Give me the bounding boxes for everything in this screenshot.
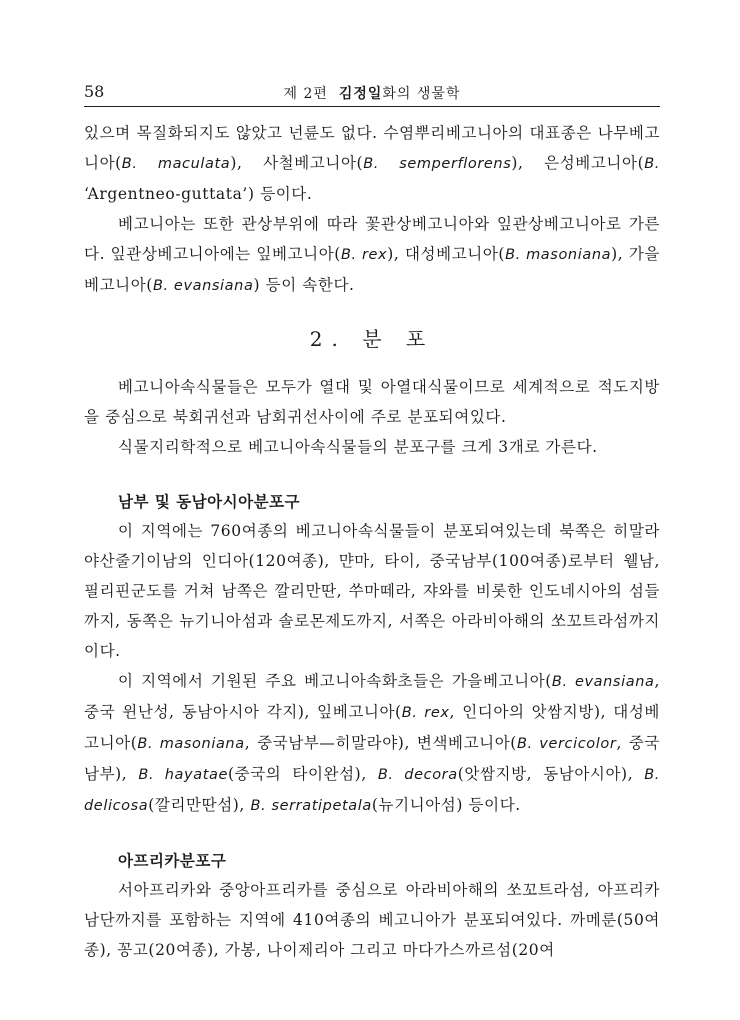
author-name: 김정일 bbox=[338, 86, 383, 102]
paragraph: 베고니아속식물들은 모두가 열대 및 아열대식물이므로 세계적으로 적도지방을 중심으로 북회귀선과 남회귀선사이에 주로 분포되여있다. bbox=[84, 378, 660, 426]
subsection-heading: 남부 및 동남아시아분포구 bbox=[118, 492, 300, 511]
page-body bbox=[84, 118, 660, 965]
part-label: 제 2편 bbox=[283, 86, 328, 102]
paragraph: 베고니아는 또한 관상부위에 따라 꽃관상베고니아와 잎관상베고니아로 가른다. 잎관상베고니아에는 잎베고니아(B. rex), 대성베고니아(B. masoniana), 가을베고니아(B. evansiana) 등이 속한다. bbox=[84, 215, 660, 294]
page-number: 58 bbox=[84, 82, 105, 101]
subsection-heading: 아프리카분포구 bbox=[118, 851, 227, 870]
paragraph: 있으며 목질화되지도 않았고 넌륜도 없다. 수염뿌리베고니아의 대표종은 나무베고니아(B. maculata), 사철베고니아(B. semperflorens), 은성베고니아(B. ‘Argentneo-guttata’) 등이다. bbox=[84, 124, 660, 203]
paragraph: 식물지리학적으로 베고니아속식물들의 분포구를 크게 3개로 가른다. bbox=[118, 438, 598, 456]
running-title bbox=[84, 83, 660, 103]
paragraph: 이 지역에서 기원된 주요 베고니아속화초들은 가을베고니아(B. evansiana, 중국 윈난성, 동남아시아 각지), 잎베고니아(B. rex, 인디아의 앗쌈지방), 대성베고니아(B. masoniana, 중국남부—히말라야), 변색베고니아(B. vercicolor, 중국남부), B. hayatae(중국의 타이완섬), B. decora(앗쌈지방, 동남아시아), B. delicosa(깔리만딴섬), B. serratipetala(뉴기니아섬) 등이다. bbox=[84, 672, 661, 814]
section-heading: 2. 분 포 bbox=[309, 327, 435, 351]
running-header bbox=[84, 82, 660, 108]
paragraph: 서아프리카와 중앙아프리카를 중심으로 아라비아해의 쏘꼬트라섬, 아프리카남단까지를 포함하는 지역에 410여종의 베고니아가 분포되여있다. 까메룬(50여종), 꽁고(20여종), 가봉, 나이제리아 그리고 마다가스까르섬(20여 bbox=[84, 881, 660, 959]
title-rest: 화의 생물학 bbox=[382, 86, 461, 102]
header-rule bbox=[84, 106, 660, 107]
paragraph: 이 지역에는 760여종의 베고니아속식물들이 분포되여있는데 북쪽은 히말라야산줄기이남의 인디아(120여종), 먄마, 타이, 중국남부(100여종)로부터 웰남, 필리핀군도를 거쳐 남쪽은 깔리만딴, 쑤마떼라, 쟈와를 비롯한 인도네시아의 섬들까지, 동쪽은 뉴기니아섬과 솔로몬제도까지, 서쪽은 아라비아해의 쏘꼬트라섬까지이다. bbox=[84, 522, 660, 660]
